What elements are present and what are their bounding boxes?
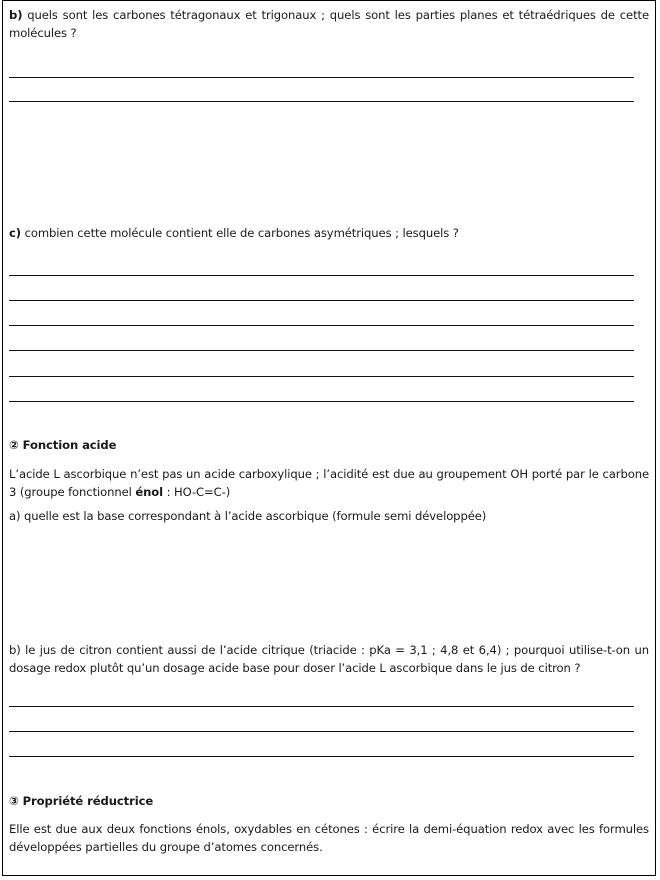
answer-line[interactable] bbox=[9, 300, 634, 301]
question-c-asymmetric bbox=[9, 224, 649, 242]
question-a-base: a) quelle est la base correspondant à l’acide ascorbique (formule semi développée) bbox=[9, 509, 487, 523]
question-text: combien cette molécule contient elle de carbones asymétriques ; lesquels ? bbox=[20, 226, 459, 240]
question-label: b) bbox=[9, 8, 23, 22]
answer-line[interactable] bbox=[9, 731, 634, 732]
question-b-tetragonal bbox=[9, 6, 649, 42]
enol-term: énol bbox=[135, 485, 164, 499]
answer-line[interactable] bbox=[9, 77, 634, 78]
answer-line[interactable] bbox=[9, 706, 634, 707]
answer-line[interactable] bbox=[9, 325, 634, 326]
acid-intro-text: L’acide L ascorbique n’est pas un acide carboxylique ; l’acidité est due au groupement OH porté par le carbone 3 (groupe fonctionnel bbox=[9, 467, 649, 499]
answer-line[interactable] bbox=[9, 275, 634, 276]
acid-intro-paragraph bbox=[9, 465, 649, 501]
answer-line[interactable] bbox=[9, 101, 634, 102]
section-heading-acid: ② Fonction acide bbox=[9, 438, 117, 452]
reducing-paragraph: Elle est due aux deux fonctions énols, oxydables en cétones : écrire la demi-équation redox avec les formules développées partielles du groupe d’atomes concernés. bbox=[9, 822, 649, 854]
question-label: c) bbox=[9, 226, 21, 240]
question-b-citric: b) le jus de citron contient aussi de l’acide citrique (triacide : pKa = 3,1 ; 4,8 et 6,4) ; pourquoi utilise-t-on un dosage redox plutôt qu’un dosage acide base pour doser l’acide L ascorbique dans le jus de citron ? bbox=[9, 643, 649, 675]
answer-line[interactable] bbox=[9, 401, 634, 402]
answer-line[interactable] bbox=[9, 350, 634, 351]
answer-line[interactable] bbox=[9, 376, 634, 377]
answer-line[interactable] bbox=[9, 756, 634, 757]
enol-formula: : HO-C=C-) bbox=[163, 485, 231, 499]
question-text: quels sont les carbones tétragonaux et trigonaux ; quels sont les parties planes et tétraédriques de cette molécules ? bbox=[9, 8, 649, 40]
section-heading-reducing: ③ Propriété réductrice bbox=[9, 794, 154, 808]
